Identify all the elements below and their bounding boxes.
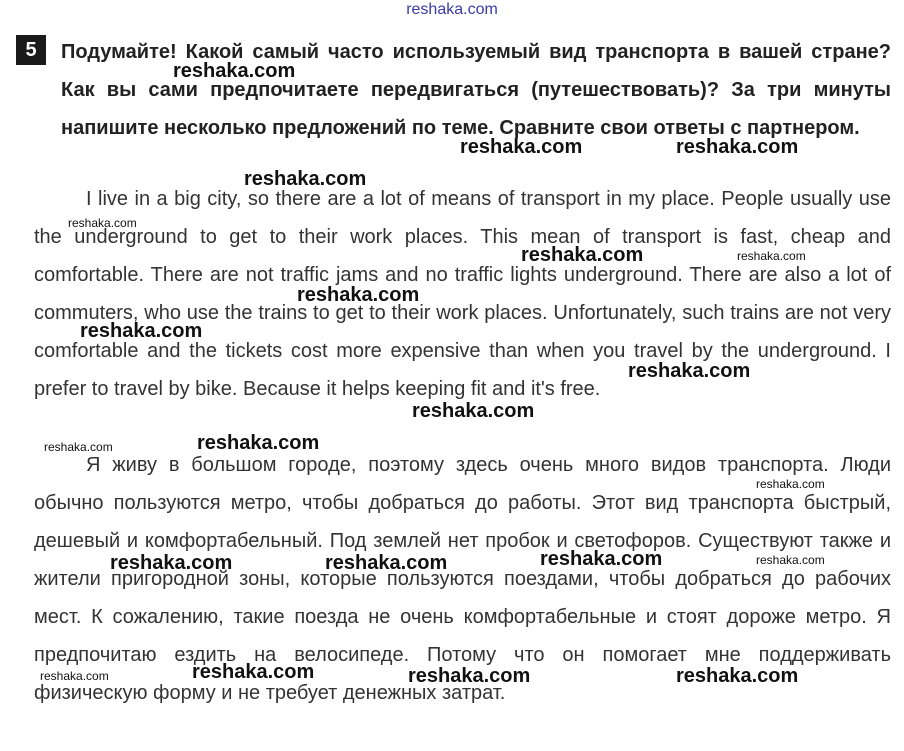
watermark: reshaka.com [460,136,583,158]
watermark: reshaka.com [325,552,448,574]
watermark: reshaka.com [80,320,203,342]
watermark: reshaka.com [412,400,535,422]
task-number-badge: 5 [16,35,46,65]
watermark: reshaka.com [676,136,799,158]
watermark: reshaka.com [192,661,315,683]
watermark: reshaka.com [408,665,531,687]
watermark: reshaka.com [628,360,751,382]
watermark: reshaka.com [540,548,663,570]
watermark: reshaka.com [244,168,367,190]
watermark: reshaka.com [68,216,137,230]
watermark: reshaka.com [756,553,825,567]
answer-english: I live in a big city, so there are a lot of means of transport in my place. People usually use the underground to get to their work places. This mean of transport is fast, cheap and comfortable. There are not traffic jams and no traffic lights underground. There are also a lot of commuters, who use the trains to get to their work places. Unfortunately, such trains are not very comfortable and the tickets cost more expensive than when you travel by the underground. I prefer to travel by bike. Because it helps keeping fit and it's free. [34,188,891,400]
answer-russian: Я живу в большом городе, поэтому здесь очень много видов транспорта. Люди обычно пользуются метро, чтобы добраться до работы. Этот вид транспорта быстрый, дешевый и комфортабельный. Под землей нет пробок и светофоров. Существуют также и жители пригородной зоны, которые пользуются поездами, чтобы добраться до рабочих мест. К сожалению, такие поезда не очень комфортабельные и стоят дороже метро. Я предпочитаю ездить на велосипеде. Потому что он помогает мне поддерживать физическую форму и не требует денежных затрат. [34,454,891,704]
watermark: reshaka.com [173,60,296,82]
watermark: reshaka.com [40,669,109,683]
watermark: reshaka.com [110,552,233,574]
site-watermark-header: reshaka.com [406,1,498,18]
watermark: reshaka.com [44,440,113,454]
watermark: reshaka.com [676,665,799,687]
watermark: reshaka.com [737,249,806,263]
watermark: reshaka.com [756,477,825,491]
task-text: Подумайте! Какой самый часто используемый вид транспорта в вашей стране? Как вы сами предпочитаете передвигаться (путешествовать)? За три минуты напишите несколько предложений по теме. Сравните свои ответы с партнером. [61,41,891,139]
watermark: reshaka.com [297,284,420,306]
watermark: reshaka.com [521,244,644,266]
watermark: reshaka.com [197,432,320,454]
